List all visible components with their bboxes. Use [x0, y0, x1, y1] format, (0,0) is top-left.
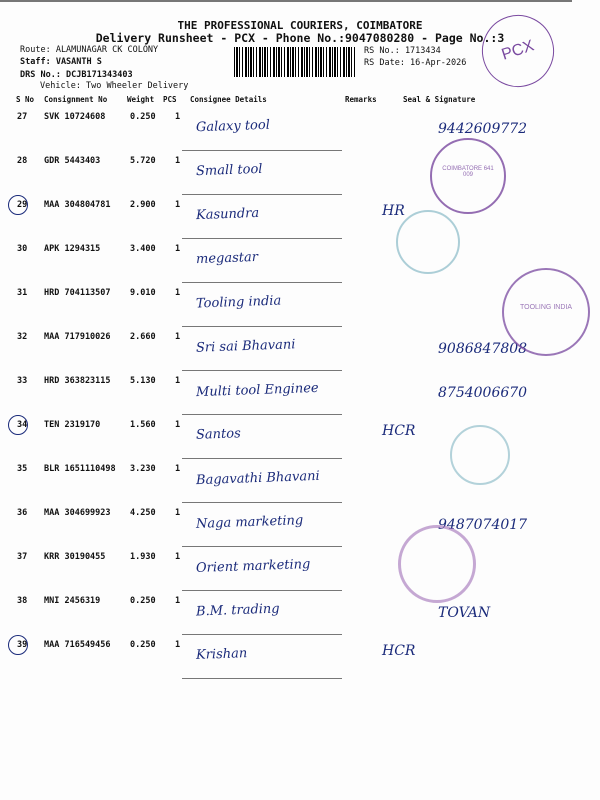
route-label: Route: ALAMUNAGAR CK COLONY	[20, 45, 159, 55]
consignee-handwriting: B.M. trading	[195, 601, 280, 620]
row-pcs: 1	[175, 640, 181, 650]
row-sno: 34	[17, 420, 28, 430]
consignee-handwriting: Tooling india	[195, 293, 282, 312]
row-pcs: 1	[175, 112, 181, 122]
signature-handwriting: TOVAN	[438, 605, 491, 621]
row-pcs: 1	[175, 200, 181, 210]
consignee-handwriting: Sri sai Bhavani	[195, 337, 296, 356]
table-row	[0, 591, 600, 635]
row-consignment: APK 1294315	[44, 244, 101, 254]
row-pcs: 1	[175, 332, 181, 342]
row-sno: 30	[17, 244, 28, 254]
row-weight: 2.660	[130, 332, 156, 342]
row-sno: 38	[17, 596, 28, 606]
page-title: THE PROFESSIONAL COURIERS, COIMBATORE	[177, 19, 423, 32]
consignee-handwriting: Santos	[195, 426, 242, 443]
row-weight: 0.250	[130, 112, 156, 122]
teal-stamp-1	[396, 210, 460, 274]
signature-handwriting: 8754006670	[438, 385, 528, 401]
row-weight: 3.400	[130, 244, 156, 254]
row-sno: 36	[17, 508, 28, 518]
row-consignment: TEN 2319170	[44, 420, 101, 430]
circle-mark	[8, 415, 28, 435]
row-consignment: HRD 363823115	[44, 376, 111, 386]
col-seal: Seal & Signature	[403, 95, 476, 104]
row-pcs: 1	[175, 464, 181, 474]
row-consignment: MAA 304804781	[44, 200, 111, 210]
tooling-india-stamp-text: TOOLING INDIA	[520, 304, 572, 311]
row-consignment: SVK 10724608	[44, 112, 106, 122]
col-remarks: Remarks	[345, 95, 377, 104]
row-sno: 32	[17, 332, 28, 342]
table-row	[0, 635, 600, 679]
drs-label: DRS No.: DCJB171343403	[20, 70, 133, 80]
purple-stamp-3	[398, 525, 476, 603]
remark-handwriting: HR	[382, 203, 405, 219]
row-sno: 29	[17, 200, 28, 210]
row-pcs: 1	[175, 552, 181, 562]
table-row	[0, 547, 600, 591]
staff-label: Staff: VASANTH S	[20, 57, 102, 67]
col-consignee: Consignee Details	[190, 95, 267, 104]
row-consignment: MNI 2456319	[44, 596, 101, 606]
consignee-handwriting: Galaxy tool	[195, 117, 271, 136]
row-sno: 28	[17, 156, 28, 166]
barcode	[234, 47, 356, 77]
runsheet-subtitle: Delivery Runsheet - PCX - Phone No.:9047080280 - Page No.:3	[95, 31, 505, 45]
consignee-handwriting: megastar	[195, 249, 259, 268]
row-weight: 5.720	[130, 156, 156, 166]
table-row	[0, 503, 600, 547]
table-row	[0, 195, 600, 239]
circle-mark	[8, 635, 28, 655]
table-row	[0, 371, 600, 415]
row-pcs: 1	[175, 156, 181, 166]
header-divider-bottom	[0, 1, 572, 2]
row-weight: 3.230	[130, 464, 156, 474]
row-sno: 33	[17, 376, 28, 386]
rs-number: RS No.: 1713434	[364, 46, 441, 56]
signature-handwriting: 9086847808	[438, 341, 528, 357]
row-sno: 31	[17, 288, 28, 298]
col-consignment: Consignment No	[44, 95, 108, 104]
row-pcs: 1	[175, 288, 181, 298]
row-sno: 27	[17, 112, 28, 122]
col-sno: S No	[16, 95, 35, 104]
rs-date: RS Date: 16-Apr-2026	[364, 58, 467, 68]
row-weight: 1.930	[130, 552, 156, 562]
vehicle-label: Vehicle: Two Wheeler Delivery	[40, 81, 189, 91]
consignee-handwriting: Krishan	[195, 646, 248, 663]
row-divider	[182, 678, 342, 679]
teal-stamp-2	[450, 425, 510, 485]
pcx-stamp-text: PCX	[499, 37, 537, 64]
row-pcs: 1	[175, 508, 181, 518]
col-pcs: PCS	[163, 95, 177, 104]
row-weight: 4.250	[130, 508, 156, 518]
row-consignment: MAA 717910026	[44, 332, 111, 342]
tooling-india-stamp	[502, 268, 590, 356]
table-row	[0, 107, 600, 151]
remark-handwriting: HCR	[382, 423, 416, 439]
table-row	[0, 415, 600, 459]
row-sno: 37	[17, 552, 28, 562]
row-weight: 1.560	[130, 420, 156, 430]
table-row	[0, 459, 600, 503]
row-pcs: 1	[175, 596, 181, 606]
consignee-handwriting: Kasundra	[195, 205, 260, 224]
row-consignment: BLR 1651110498	[44, 464, 116, 474]
row-weight: 5.130	[130, 376, 156, 386]
consignee-handwriting: Naga marketing	[195, 513, 304, 532]
signature-handwriting: 9442609772	[438, 121, 528, 137]
row-sno: 39	[17, 640, 28, 650]
row-consignment: HRD 704113507	[44, 288, 111, 298]
small-tools-stamp	[430, 138, 506, 214]
consignee-handwriting: Bagavathi Bhavani	[195, 468, 320, 489]
consignee-handwriting: Orient marketing	[195, 557, 311, 576]
row-weight: 0.250	[130, 640, 156, 650]
row-consignment: GDR 5443403	[44, 156, 101, 166]
row-pcs: 1	[175, 420, 181, 430]
row-sno: 35	[17, 464, 28, 474]
table-row	[0, 239, 600, 283]
col-weight: Weight	[127, 95, 155, 104]
consignee-handwriting: Small tool	[195, 161, 263, 180]
row-consignment: MAA 716549456	[44, 640, 111, 650]
row-weight: 9.010	[130, 288, 156, 298]
table-row	[0, 151, 600, 195]
row-weight: 0.250	[130, 596, 156, 606]
row-pcs: 1	[175, 376, 181, 386]
consignee-handwriting: Multi tool Enginee	[195, 380, 319, 401]
small-tools-stamp-text: COIMBATORE 641 009	[442, 166, 494, 178]
circle-mark	[8, 195, 28, 215]
row-consignment: MAA 304699923	[44, 508, 111, 518]
remark-handwriting: HCR	[382, 643, 416, 659]
row-weight: 2.900	[130, 200, 156, 210]
signature-handwriting: 9487074017	[438, 517, 528, 533]
row-consignment: KRR 30190455	[44, 552, 106, 562]
row-pcs: 1	[175, 244, 181, 254]
